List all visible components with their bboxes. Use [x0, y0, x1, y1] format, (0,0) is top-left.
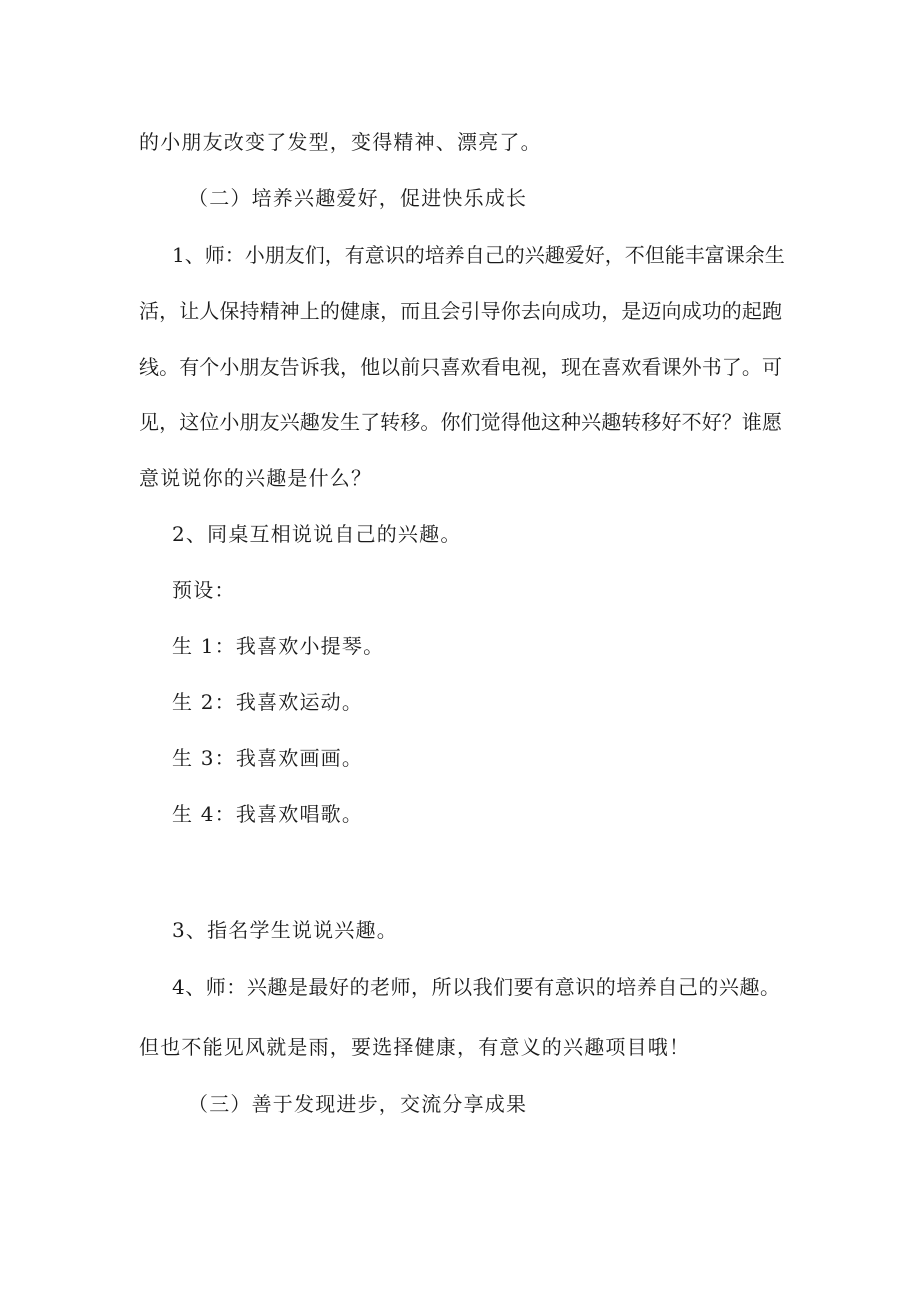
section-heading: （二）培养兴趣爱好，促进快乐成长: [188, 186, 528, 210]
paragraph-line: 4、师：兴趣是最好的老师，所以我们要有意识的培养自己的兴趣。: [172, 975, 780, 999]
paragraph-line: 3、指名学生说说兴趣。: [172, 918, 398, 942]
paragraph-line: 但也不能见风就是雨，要选择健康，有意义的兴趣项目哦！: [139, 1035, 691, 1059]
paragraph-line: 1、师：小朋友们，有意识的培养自己的兴趣爱好，不但能丰富课余生: [172, 243, 785, 267]
paragraph-line: 见，这位小朋友兴趣发生了转移。你们觉得他这种兴趣转移好不好？谁愿: [139, 410, 782, 434]
list-item: 生 1：我喜欢小提琴。: [172, 634, 385, 658]
paragraph-line: 的小朋友改变了发型，变得精神、漂亮了。: [139, 130, 542, 154]
list-item: 生 4：我喜欢唱歌。: [172, 802, 364, 826]
list-item: 生 2：我喜欢运动。: [172, 690, 364, 714]
paragraph-line: 2、同桌互相说说自己的兴趣。: [172, 522, 462, 546]
section-heading: （三）善于发现进步，交流分享成果: [188, 1092, 528, 1116]
list-item: 生 3：我喜欢画画。: [172, 746, 364, 770]
paragraph-line: 预设：: [172, 578, 236, 602]
paragraph-line: 线。有个小朋友告诉我，他以前只喜欢看电视，现在喜欢看课外书了。可: [139, 355, 782, 379]
paragraph-line: 意说说你的兴趣是什么？: [139, 466, 373, 490]
paragraph-line: 活，让人保持精神上的健康，而且会引导你去向成功，是迈向成功的起跑: [139, 299, 782, 323]
